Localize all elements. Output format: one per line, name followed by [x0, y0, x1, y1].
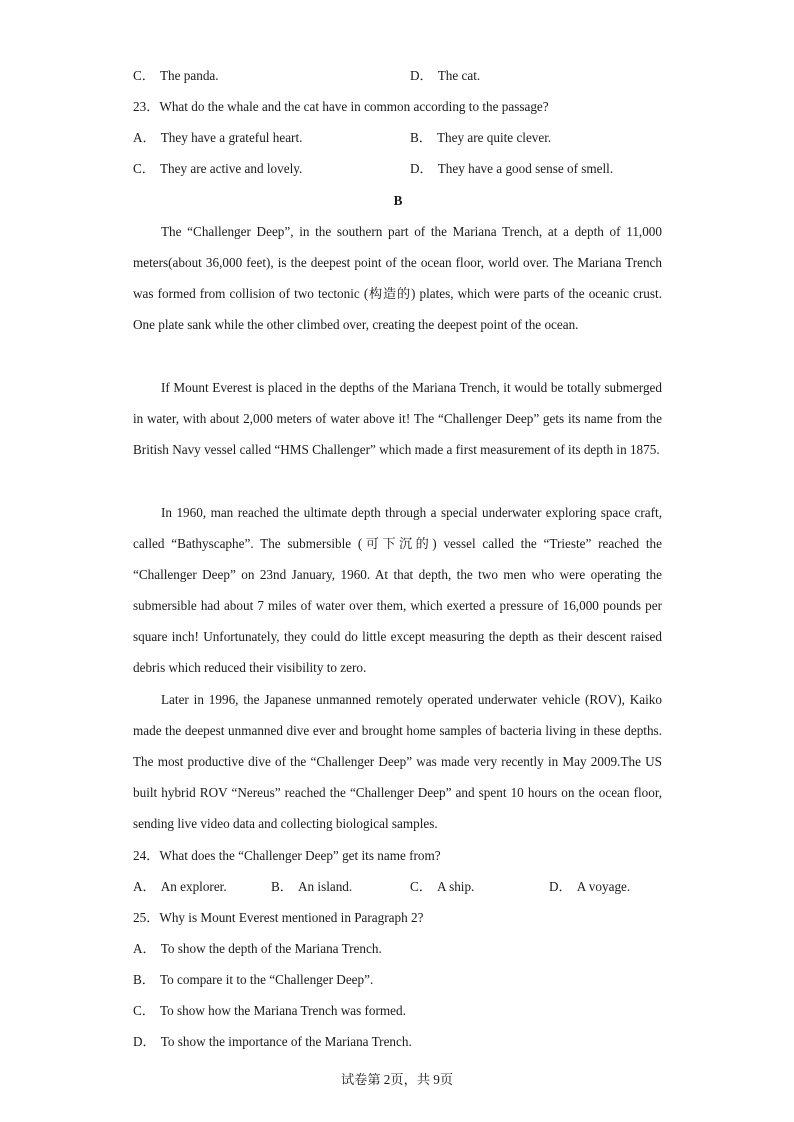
q25-option-a: A． To show the depth of the Mariana Trench.	[133, 941, 382, 956]
q23-option-b: B． They are quite clever.	[410, 130, 552, 145]
q25-option-b: B． To compare it to the “Challenger Deep”.	[133, 972, 374, 987]
q24-option-c: C． A ship.	[410, 879, 475, 894]
q23-option-d: D． They have a good sense of smell.	[410, 161, 614, 176]
q23-question: 23．What do the whale and the cat have in common according to the passage?	[133, 99, 549, 114]
q22-option-d: D． The cat.	[410, 68, 481, 83]
q24-option-d: D． A voyage.	[549, 879, 631, 894]
q25-question: 25．Why is Mount Everest mentioned in Paragraph 2?	[133, 910, 424, 925]
q25-option-d: D． To show the importance of the Mariana Trench.	[133, 1034, 412, 1049]
passage-paragraph-4: Later in 1996, the Japanese unmanned remotely operated underwater vehicle (ROV), Kaiko made the deepest unmanned dive ever and brought home samples of bacteria living in these depths. The most productive dive of the “Challenger Deep” was made very recently in May 2009.The US built hybrid ROV “Nereus” reached the “Challenger Deep” and spent 10 hours on the ocean floor, sending live video data and collecting biological samples.	[133, 692, 662, 832]
q22-option-c: C． The panda.	[133, 68, 219, 83]
exam-page	[133, 0, 663, 1122]
page-footer: 试卷第 2页，共 9页	[340, 1072, 454, 1087]
q24-option-b: B． An island.	[271, 879, 353, 894]
passage-paragraph-3: In 1960, man reached the ultimate depth through a special underwater exploring space craft, called “Bathyscaphe”. The submersible (可下沉的) vessel called the “Trieste” reached the “Challenger Deep” on 23nd January, 1960. At that depth, the two men who were operating the submersible had about 7 miles of water over them, which exerted a pressure of 16,000 pounds per square inch! Unfortunately, they could do little except measuring the depth as their descent raised debris which reduced their visibility to zero.	[133, 505, 662, 676]
passage-paragraph-2: If Mount Everest is placed in the depths of the Mariana Trench, it would be totally submerged in water, with about 2,000 meters of water above it! The “Challenger Deep” gets its name from the British Navy vessel called “HMS Challenger” which made a first measurement of its depth in 1875.	[133, 380, 662, 458]
q23-option-a: A． They have a grateful heart.	[133, 130, 303, 145]
q23-options-row-2	[133, 160, 663, 178]
q24-option-a: A． An explorer.	[133, 879, 227, 894]
q23-option-c: C． They are active and lovely.	[133, 161, 303, 176]
q24-options-row	[133, 878, 663, 896]
section-title-b: B	[393, 193, 403, 208]
passage-paragraph-1: The “Challenger Deep”, in the southern part of the Mariana Trench, at a depth of 11,000 meters(about 36,000 feet), is the deepest point of the ocean floor, world over. The Mariana Trench was formed from collision of two tectonic (构造的) plates, which were parts of the oceanic crust. One plate sank while the other climbed over, creating the deepest point of the ocean.	[133, 224, 662, 333]
q25-option-c: C． To show how the Mariana Trench was formed.	[133, 1003, 406, 1018]
q24-question: 24．What does the “Challenger Deep” get its name from?	[133, 848, 441, 863]
q23-options-row-1	[133, 129, 663, 147]
q22-options-row-2	[133, 67, 663, 85]
